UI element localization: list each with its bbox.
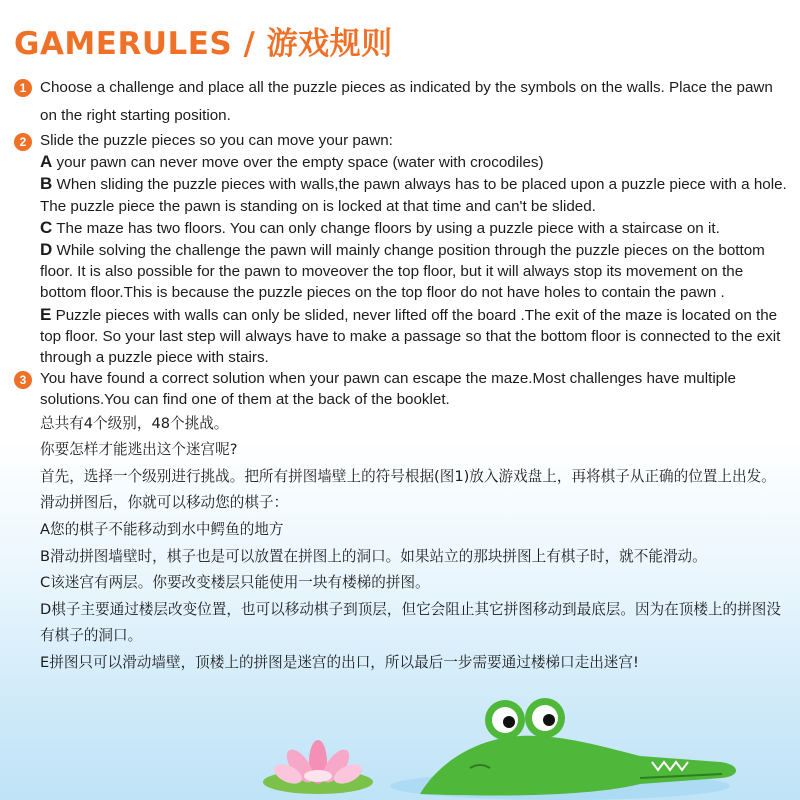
rule-3 [14,368,790,410]
rule-2-sub-b [14,173,790,216]
rule-1-text: Choose a challenge and place all the puzzle pieces as indicated by the symbols on the walls. Place the pawn on the right starting position. [40,79,773,124]
cn-line: E拼图只可以滑动墙壁，顶楼上的拼图是迷宫的出口，所以最后一步需要通过楼梯口走出迷宫! [40,653,639,671]
number-badge-3: 3 [14,371,32,389]
rule-2-sub-e [14,304,790,369]
cn-line: C该迷宫有两层。你要改变楼层只能使用一块有楼梯的拼图。 [40,574,430,592]
rule-2-sub-d [14,239,790,304]
sub-letter: A [40,152,53,172]
sub-letter: E [40,304,52,324]
rules-content [14,74,790,677]
rule-3-text: You have found a correct solution when your pawn can escape the maze.Most challenges have multiple solutions.You can find one of them at the back of the booklet. [40,370,736,409]
page-title: GAMERULES / 游戏规则 [14,26,393,62]
cn-line: 你要怎样才能逃出这个迷宫呢? [40,441,238,459]
sub-text: While solving the challenge the pawn will mainly change position through the puzzle pieces on the bottom floor. It is also possible for the pawn to moveover the top floor, but it will always stop its movement on the bottom floor.This is because the puzzle pieces on the top floor do not have holes to contain the pawn . [40,242,765,302]
sub-letter: D [40,240,53,260]
sub-text: your pawn can never move over the empty space (water with crocodiles) [52,154,544,172]
rule-2 [14,130,790,151]
rule-1 [14,74,790,130]
rule-2-sub-a [14,151,790,173]
number-badge-1: 1 [14,79,32,97]
rule-2-text: Slide the puzzle pieces so you can move your pawn: [40,132,393,149]
crocodile-scene [0,690,800,800]
cn-line: 总共有4个级别，48个挑战。 [40,414,229,432]
cn-line: D棋子主要通过楼层改变位置，也可以移动棋子到顶层，但它会阻止其它拼图移动到最底层。因为在顶楼上的拼图没有棋子的洞口。 [40,600,781,645]
cn-line: 首先，选择一个级别进行挑战。把所有拼图墙壁上的符号根据(图1)放入游戏盘上，再将棋子从正确的位置上出发。滑动拼图后，你就可以移动您的棋子： [40,467,776,512]
cn-line: A您的棋子不能移动到水中鳄鱼的地方 [40,521,284,539]
cn-line: B滑动拼图墙壁时，棋子也是可以放置在拼图上的洞口。如果站立的那块拼图上有棋子时，就不能滑动。 [40,547,707,565]
sub-letter: C [40,217,53,237]
sub-text: Puzzle pieces with walls can only be slided, never lifted off the board .The exit of the maze is located on the top floor. So your last step will always have to make a passage so that the bottom floor is connected to the exit through a puzzle piece with stairs. [40,306,781,367]
sub-text: The maze has two floors. You can only change floors by using a puzzle piece with a staircase on it. [52,219,720,237]
sub-text: When sliding the puzzle pieces with walls,the pawn always has to be placed upon a puzzle piece with a hole. The puzzle piece the pawn is standing on is locked at that time and can't be slided. [40,176,787,215]
rule-2-sub-c [14,217,790,239]
number-badge-2: 2 [14,133,32,151]
lotus-flower-icon [271,740,365,788]
sub-letter: B [40,174,53,194]
